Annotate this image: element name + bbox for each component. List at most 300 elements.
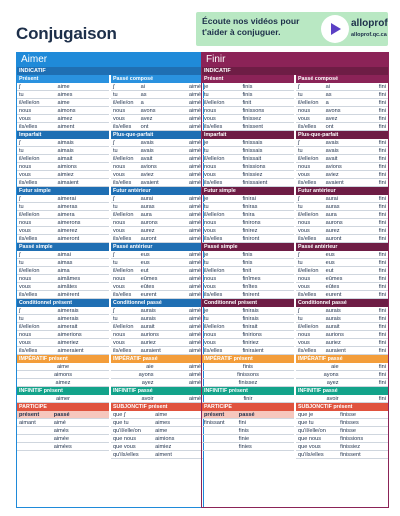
pronoun: vous: [204, 172, 216, 178]
pronoun: il/elle/on: [298, 268, 319, 274]
conjugation-row: [202, 443, 294, 451]
verb-form: aimez: [57, 116, 73, 122]
verb-form: aimerais: [57, 308, 79, 314]
tense-header: Passé composé: [111, 75, 203, 83]
pronoun: tu: [113, 148, 118, 154]
participle: fini: [378, 340, 386, 346]
participe-passe-form: finis: [238, 428, 249, 434]
tense-header: Futur antérieur: [111, 187, 203, 195]
tense-block: [17, 195, 203, 243]
conjugation-row: [17, 275, 109, 283]
pronoun: vous: [298, 340, 310, 346]
participle: aimé: [188, 220, 201, 226]
pronoun: il/elle/on: [298, 212, 319, 218]
pronoun: nous: [204, 220, 217, 226]
conjugation-row: [202, 363, 294, 371]
auxiliary: auriez: [140, 340, 156, 346]
verb-form: aimerait: [57, 324, 78, 330]
auxiliary: aurais: [325, 316, 341, 322]
conjugation-row: [111, 107, 203, 115]
auxiliary: ayons: [323, 372, 339, 378]
auxiliary: avais: [325, 140, 339, 146]
pronoun: tu: [298, 148, 303, 154]
auxiliary: ai: [140, 84, 145, 90]
auxiliary: aurions: [325, 332, 344, 338]
verb-form: aimerais: [57, 316, 79, 322]
verb-form: finissions: [242, 164, 266, 170]
tense-futur_anterieur: [111, 195, 203, 243]
conjugation-row: [202, 115, 294, 123]
conjugation-row: [296, 363, 388, 371]
pronoun: nous: [113, 108, 126, 114]
participe-passe-form: finie: [238, 436, 250, 442]
verb-form: finiras: [242, 204, 258, 210]
pronoun: qu'ils/elles: [298, 452, 324, 458]
auxiliary: eus: [140, 260, 150, 266]
conjugation-row: [296, 139, 388, 147]
conjugation-row: [202, 395, 294, 403]
conjugation-row: [296, 219, 388, 227]
auxiliary: avez: [325, 116, 338, 122]
conjugation-row: [17, 435, 109, 443]
pronoun: ils/elles: [298, 348, 317, 354]
pronoun: il/elle/on: [113, 156, 134, 162]
auxiliary: eûtes: [140, 284, 155, 290]
pronoun: il/elle/on: [19, 324, 40, 330]
tense-header: Présent: [202, 75, 294, 83]
auxiliary: avions: [325, 164, 342, 170]
tense-header: Passé antérieur: [111, 243, 203, 251]
pronoun: j': [113, 140, 116, 146]
participle: aimé: [188, 380, 201, 386]
auxiliary: avoir: [141, 396, 154, 402]
pronoun: vous: [113, 340, 125, 346]
participe-present: [202, 443, 239, 450]
conjugation-row: [296, 195, 388, 203]
participle: fini: [378, 348, 386, 354]
verb-form: finissent: [340, 452, 361, 458]
participe-headers: [17, 403, 203, 411]
conjugation-row: [17, 179, 109, 187]
pronoun: tu: [113, 204, 118, 210]
verb-form: aime: [155, 428, 168, 434]
pronoun: je: [204, 308, 209, 314]
verb-form: finisse: [340, 428, 357, 434]
participle: fini: [378, 100, 386, 106]
participle: aimé: [188, 148, 201, 154]
conjugation-row: [17, 139, 109, 147]
tense-block: [202, 251, 388, 299]
conjugation-row: [17, 291, 109, 299]
verb-form: finisse: [340, 412, 357, 418]
pronoun: vous: [204, 284, 216, 290]
participle: fini: [378, 284, 386, 290]
brand-name: alloprof: [351, 18, 388, 29]
tense-header: Passé simple: [202, 243, 294, 251]
pronoun: vous: [113, 228, 125, 234]
verb-form: finir: [243, 396, 253, 402]
conjugation-row: [202, 99, 294, 107]
tense-header: Plus-que-parfait: [111, 131, 203, 139]
conjugation-row: [17, 323, 109, 331]
conjugation-row: [296, 435, 388, 443]
participe-subheaders: [17, 411, 109, 419]
conjugation-row: [17, 419, 109, 427]
conjugation-row: [202, 275, 294, 283]
verb-form: finis: [242, 260, 253, 266]
conjugation-row: [296, 83, 388, 91]
verb-form: finissions: [340, 436, 364, 442]
auxiliary: eus: [325, 260, 335, 266]
pronoun: nous: [113, 164, 126, 170]
pronoun: ils/elles: [19, 236, 38, 242]
participle: fini: [378, 316, 386, 322]
conjugation-row: [17, 115, 109, 123]
tense-block: [202, 195, 388, 243]
tense-block: [202, 307, 388, 355]
pronoun: nous: [19, 332, 32, 338]
verb-form: aimait: [57, 156, 73, 162]
imperatif-passe: [111, 363, 203, 387]
pronoun: vous: [19, 116, 31, 122]
conjugation-row: [296, 147, 388, 155]
participle: fini: [378, 148, 386, 154]
participle: aimé: [188, 308, 201, 314]
verb-form: aiment: [155, 452, 172, 458]
conjugation-row: [17, 91, 109, 99]
pronoun: tu: [19, 204, 24, 210]
auxiliary: auras: [140, 204, 155, 210]
pronoun: je: [204, 252, 209, 258]
pronoun: il/elle/on: [204, 156, 225, 162]
pronoun: vous: [204, 228, 216, 234]
participle: aimé: [188, 316, 201, 322]
verb-form: aimâmes: [57, 276, 81, 282]
conjugation-row: [111, 147, 203, 155]
tense-conditionnel_present: [202, 307, 294, 355]
conjugation-row: [111, 203, 203, 211]
tense-header: Conditionnel passé: [296, 299, 388, 307]
conjugation-row: [202, 347, 294, 355]
conjugation-row: [202, 251, 294, 259]
verb-form: aimeras: [57, 204, 78, 210]
conjugation-row: [17, 427, 109, 435]
conjugation-row: [296, 179, 388, 187]
pronoun: tu: [19, 316, 24, 322]
verb-form: finiriez: [242, 340, 259, 346]
tense-header: Conditionnel passé: [111, 299, 203, 307]
imperatif-passe: [296, 363, 388, 387]
pronoun: nous: [19, 108, 32, 114]
auxiliary: auraient: [325, 348, 346, 354]
conjugation-row: [296, 443, 388, 451]
verb-header: Aimer: [17, 53, 203, 67]
auxiliary: eut: [325, 268, 334, 274]
pronoun: tu: [19, 260, 24, 266]
imperatif-headers: [17, 355, 203, 363]
participe-present: [202, 435, 239, 442]
tense-headers: [202, 299, 388, 307]
conjugation-row: [202, 315, 294, 323]
participle: fini: [378, 156, 386, 162]
participle: aimé: [188, 268, 201, 274]
participle: aimé: [188, 260, 201, 266]
verb-form: finissaient: [242, 180, 268, 186]
conjugation-row: [17, 347, 109, 355]
pronoun: je: [204, 84, 209, 90]
pronoun: nous: [298, 220, 311, 226]
tense-imparfait: [17, 139, 109, 187]
tense-header: Imparfait: [17, 131, 109, 139]
pronoun: nous: [19, 276, 32, 282]
auxiliary: aurait: [140, 324, 155, 330]
conjugation-row: [202, 283, 294, 291]
tense-header: Plus-que-parfait: [296, 131, 388, 139]
auxiliary: aurons: [325, 220, 343, 226]
participe-present: [17, 435, 54, 442]
pronoun: nous: [19, 164, 32, 170]
auxiliary: eus: [325, 252, 335, 258]
pronoun: nous: [204, 276, 217, 282]
auxiliary: a: [140, 100, 144, 106]
participle: aimé: [188, 172, 201, 178]
auxiliary: eûmes: [325, 276, 343, 282]
conjugation-row: [202, 83, 294, 91]
verb-form: aimions: [57, 164, 77, 170]
pronoun: j': [113, 308, 116, 314]
finir-panel: [201, 52, 389, 508]
pronoun: ils/elles: [204, 124, 223, 130]
conjugation-row: [296, 171, 388, 179]
verb-form: aima: [57, 268, 70, 274]
tense-headers: [17, 75, 203, 83]
pronoun: tu: [298, 260, 303, 266]
pronoun: j': [298, 84, 301, 90]
conjugation-row: [111, 163, 203, 171]
tense-passe_anterieur: [296, 251, 388, 299]
participle: aimé: [188, 228, 201, 234]
participle: fini: [378, 164, 386, 170]
pronoun: il/elle/on: [298, 324, 319, 330]
verb-form: finissait: [242, 156, 262, 162]
conjugation-row: [111, 315, 203, 323]
conjugation-row: [296, 411, 388, 419]
pronoun: vous: [113, 116, 125, 122]
verb-form: aimerez: [57, 228, 78, 234]
mode-header: INDICATIF: [17, 67, 203, 75]
verb-form: aimera: [57, 212, 75, 218]
pronoun: j': [19, 196, 22, 202]
conjugation-row: [17, 171, 109, 179]
verb-form: aimerai: [57, 196, 76, 202]
infinitif-headers: [202, 387, 388, 395]
auxiliary: eut: [140, 268, 149, 274]
conjugation-row: [202, 379, 294, 387]
verb-form: aimai: [57, 252, 71, 258]
conjugation-row: [202, 147, 294, 155]
pronoun: ils/elles: [204, 348, 223, 354]
participle: aimé: [188, 124, 201, 130]
tense-conditionnel_passe: [296, 307, 388, 355]
verb-form: finissons: [242, 108, 265, 114]
pronoun: j': [19, 84, 22, 90]
conjugation-row: [296, 323, 388, 331]
pronoun: vous: [204, 116, 216, 122]
tense-header: INFINITIF passé: [296, 387, 388, 395]
conjugation-row: [296, 451, 388, 459]
tense-block: [17, 251, 203, 299]
infinitif-headers: [17, 387, 203, 395]
tense-headers: [17, 243, 203, 251]
tense-futur_simple: [202, 195, 294, 243]
pronoun: il/elle/on: [113, 212, 134, 218]
conjugation-row: [17, 227, 109, 235]
conjugation-row: [296, 427, 388, 435]
conjugation-row: [17, 379, 109, 387]
verb-form: finirez: [242, 228, 258, 234]
participle: fini: [378, 84, 386, 90]
pronoun: nous: [204, 108, 217, 114]
conjugation-row: [17, 259, 109, 267]
pronoun: j': [298, 308, 301, 314]
verb-form: aimes: [57, 92, 73, 98]
verb-form: aiment: [57, 124, 75, 130]
conjugation-row: [296, 211, 388, 219]
pronoun: j': [113, 196, 116, 202]
participle: fini: [378, 116, 386, 122]
verb-form: finis: [243, 364, 253, 370]
pronoun: il/elle/on: [113, 324, 134, 330]
auxiliary: aurais: [325, 308, 341, 314]
participle: fini: [378, 380, 386, 386]
participle: fini: [378, 276, 386, 282]
verb-form: aimiez: [155, 444, 172, 450]
subjonctif-present: [111, 411, 203, 459]
pronoun: il/elle/on: [113, 100, 134, 106]
participle: fini: [378, 364, 386, 370]
pronoun: il/elle/on: [204, 212, 225, 218]
pronoun: ils/elles: [19, 348, 38, 354]
conjugation-row: [111, 347, 203, 355]
conjugation-row: [202, 171, 294, 179]
tense-block: [202, 83, 388, 131]
pronoun: ils/elles: [298, 124, 317, 130]
pronoun: il/elle/on: [113, 268, 134, 274]
conjugation-row: [17, 307, 109, 315]
tense-header: Imparfait: [202, 131, 294, 139]
pronoun: que tu: [113, 420, 129, 426]
conjugation-row: [111, 211, 203, 219]
conjugation-row: [17, 123, 109, 131]
verb-form: aimes: [155, 420, 171, 426]
pronoun: qu'il/elle/on: [298, 428, 326, 434]
auxiliary: aie: [146, 364, 154, 370]
auxiliary: aurais: [140, 316, 156, 322]
pronoun: vous: [298, 228, 310, 234]
verb-form: finiraient: [242, 348, 264, 354]
conjugation-row: [202, 195, 294, 203]
participe-passe-form: aimée: [53, 436, 70, 442]
conjugation-row: [202, 435, 294, 443]
participe-present: [17, 443, 54, 450]
pronoun: ils/elles: [19, 292, 38, 298]
pronoun: ils/elles: [204, 236, 223, 242]
tense-block: [17, 307, 203, 355]
verb-form: aimiez: [57, 172, 74, 178]
auxiliary: aurez: [325, 228, 340, 234]
verb-form: aimer: [56, 396, 70, 402]
conjugation-row: [202, 107, 294, 115]
pronoun: vous: [19, 228, 31, 234]
pronoun: qu'ils/elles: [113, 452, 139, 458]
conjugation-row: [296, 339, 388, 347]
conjugation-row: [296, 347, 388, 355]
pronoun: je: [204, 196, 209, 202]
tense-passe_simple: [202, 251, 294, 299]
participle: aimé: [188, 196, 201, 202]
pronoun: que je: [298, 412, 314, 418]
pronoun: il/elle/on: [19, 156, 40, 162]
conjugation-row: [202, 155, 294, 163]
verb-form: finirais: [242, 308, 259, 314]
auxiliary: aie: [331, 364, 339, 370]
pronoun: vous: [204, 340, 216, 346]
conjugation-row: [17, 195, 109, 203]
participle: fini: [378, 196, 386, 202]
verb-form: finit: [242, 100, 252, 106]
participe-passe-form: finies: [238, 444, 252, 450]
tense-present: [202, 83, 294, 131]
verb-form: finissez: [242, 116, 262, 122]
auxiliary: aurait: [325, 324, 340, 330]
pronoun: il/elle/on: [204, 268, 225, 274]
participle: aimé: [188, 84, 201, 90]
pronoun: tu: [204, 204, 209, 210]
tense-imparfait: [202, 139, 294, 187]
conjugation-row: [17, 155, 109, 163]
conjugation-row: [111, 339, 203, 347]
verb-form: aimeriez: [57, 340, 79, 346]
subjonctif-present: [296, 411, 388, 459]
tense-passe_anterieur: [111, 251, 203, 299]
auxiliary: avais: [140, 140, 154, 146]
video-banner[interactable]: [196, 12, 388, 46]
participe-sublabel: présent: [204, 412, 225, 418]
auxiliary: eurent: [140, 292, 157, 298]
participle: aimé: [188, 100, 201, 106]
conjugation-row: [111, 155, 203, 163]
brand-url: alloprof.qc.ca: [351, 32, 387, 38]
participe-block: [17, 411, 203, 459]
conjugation-row: [111, 99, 203, 107]
auxiliary: avait: [140, 156, 153, 162]
pronoun: j': [19, 308, 22, 314]
participle: aimé: [188, 92, 201, 98]
pronoun: ils/elles: [298, 236, 317, 242]
participe-present: finissant: [204, 420, 225, 426]
participe-present: [17, 427, 54, 434]
participle: fini: [378, 292, 386, 298]
participe-passe-form: aimées: [53, 444, 72, 450]
conjugation-row: [111, 115, 203, 123]
auxiliary: aviez: [140, 172, 154, 178]
conjugation-row: [296, 283, 388, 291]
conjugation-row: [17, 235, 109, 243]
verb-form: aime: [57, 84, 70, 90]
participle: aimé: [188, 236, 201, 242]
conjugation-row: [202, 291, 294, 299]
tense-header: Futur simple: [202, 187, 294, 195]
